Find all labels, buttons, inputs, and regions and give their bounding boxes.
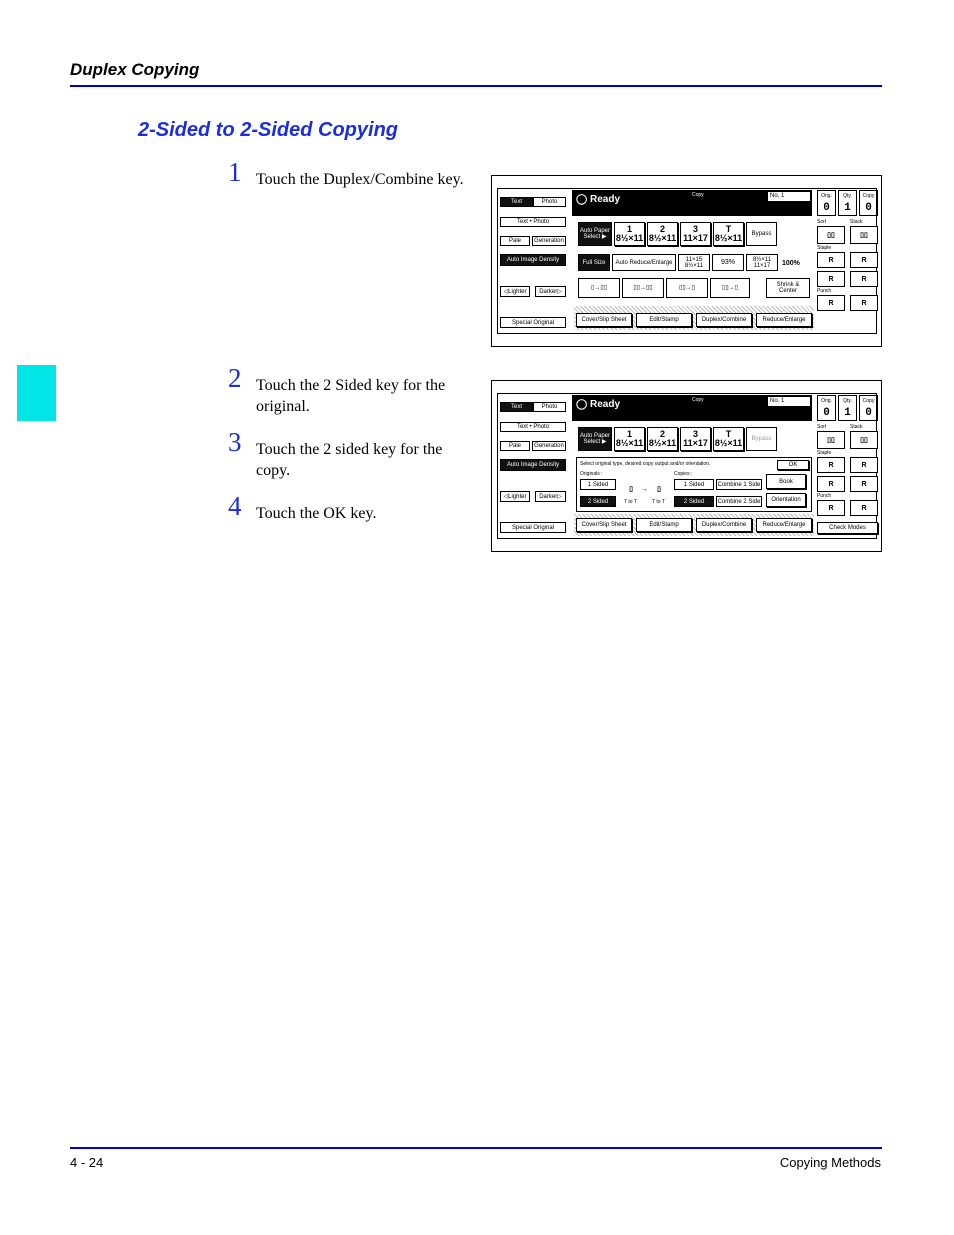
page-number: 4 - 24	[70, 1155, 104, 1170]
chapter-tab	[17, 365, 56, 421]
punch-label: Punch	[817, 493, 832, 499]
auto-paper-select-button[interactable]: Auto Paper Select ▶	[578, 427, 612, 451]
tray-1-button[interactable]: 1 8½×11	[614, 222, 645, 246]
ratio-preset-b[interactable]: 93%	[712, 254, 744, 271]
staple-label: Staple	[817, 245, 832, 251]
text-mode-button[interactable]: Text	[500, 402, 533, 412]
pale-button[interactable]: Pale	[500, 236, 530, 246]
combine-1-side-button[interactable]: Combine 1 Side	[716, 479, 762, 490]
staple-top-left-icon[interactable]: R	[817, 457, 845, 473]
dialog-instruction: Select original type, desired copy output and/or orientation.	[580, 461, 711, 467]
copy-1-sided-button[interactable]: 1 Sided	[674, 479, 714, 490]
status-bar	[572, 190, 812, 216]
status-bar	[572, 395, 812, 421]
stack-icon[interactable]: ▯▯	[850, 431, 878, 449]
status-text: ◯ Ready	[576, 194, 620, 205]
job-number: No. 1	[768, 397, 810, 406]
bypass-button[interactable]: Bypass	[746, 222, 777, 246]
duplex-1-to-2-icon[interactable]: ▯→▯▯	[578, 278, 620, 298]
special-original-button[interactable]: Special Original	[500, 522, 566, 533]
status-text: ◯ Ready	[576, 399, 620, 410]
sort-label: Sort	[817, 219, 827, 225]
ratio-preset-c[interactable]: 8½×11 11×17	[746, 254, 778, 271]
auto-paper-select-button[interactable]: Auto Paper Select ▶	[578, 222, 612, 246]
t-to-t-label-1: T to T	[624, 499, 637, 505]
copy-counter: Copy 0	[859, 395, 878, 421]
job-number: No. 1	[768, 192, 810, 201]
staple-double-icon[interactable]: R	[850, 476, 878, 492]
sort-icon[interactable]: ▯▯	[817, 431, 845, 449]
pale-button[interactable]: Pale	[500, 441, 530, 451]
orientation-icon-b: ▯	[653, 480, 665, 498]
staple-top-right-icon[interactable]: R	[850, 457, 878, 473]
edit-stamp-tab[interactable]: Edit/Stamp	[636, 518, 692, 532]
copies-label: Copies :	[674, 471, 693, 477]
darker-button[interactable]: Darker▷	[535, 491, 566, 502]
punch-icon[interactable]: R	[817, 500, 845, 516]
ok-button[interactable]: OK	[777, 460, 809, 470]
generation-button[interactable]: Generation	[532, 236, 566, 246]
lighter-button[interactable]: ◁Lighter	[500, 491, 530, 502]
step-number: 3	[228, 427, 242, 457]
step-text: Touch the Duplex/Combine key.	[256, 171, 464, 188]
originals-label: Originals :	[580, 471, 603, 477]
punch-icon[interactable]: R	[817, 295, 845, 311]
photo-mode-button[interactable]: Photo	[533, 197, 566, 207]
staple-label: Staple	[817, 450, 832, 456]
auto-image-density-button[interactable]: Auto Image Density	[500, 254, 566, 266]
staple-left-icon[interactable]: R	[817, 271, 845, 287]
book-button[interactable]: Book	[766, 474, 806, 489]
ratio-readout: 100%	[782, 260, 800, 267]
step-4	[228, 491, 478, 524]
duplex-dialog	[576, 457, 812, 512]
combine-2-side-button[interactable]: Combine 2 Side	[716, 496, 762, 507]
cover-slip-sheet-tab[interactable]: Cover/Slip Sheet	[576, 313, 632, 327]
tray-t-button[interactable]: T 8½×11	[713, 427, 744, 451]
bypass-button[interactable]: Bypass	[746, 427, 777, 451]
combine-2-icon[interactable]: ▯▯→▯	[710, 278, 750, 298]
orientation-icon-a: ▯	[625, 480, 637, 498]
footer-rule	[70, 1147, 882, 1149]
staple-top-right-icon[interactable]: R	[850, 252, 878, 268]
orig-counter: Orig. 0	[817, 190, 836, 216]
tray-2-button[interactable]: 2 8½×11	[647, 222, 678, 246]
step-text: Touch the 2 Sided key for the original.	[256, 377, 446, 415]
copier-panel-main	[491, 175, 882, 347]
sort-icon[interactable]: ▯▯	[817, 226, 845, 244]
reduce-enlarge-tab[interactable]: Reduce/Enlarge	[756, 518, 812, 532]
tray-1-button[interactable]: 1 8½×11	[614, 427, 645, 451]
edit-stamp-tab[interactable]: Edit/Stamp	[636, 313, 692, 327]
step-1	[228, 157, 478, 190]
ratio-preset-a[interactable]: 11×15 8½×11	[678, 254, 710, 271]
tray-3-button[interactable]: 3 11×17	[680, 222, 711, 246]
qty-counter: Qty. 1	[838, 395, 857, 421]
lighter-button[interactable]: ◁Lighter	[500, 286, 530, 297]
punch-2-icon[interactable]: R	[850, 500, 878, 516]
reduce-enlarge-tab[interactable]: Reduce/Enlarge	[756, 313, 812, 327]
step-text: Touch the OK key.	[256, 505, 377, 522]
punch-2-icon[interactable]: R	[850, 295, 878, 311]
header-rule	[70, 85, 882, 87]
punch-label: Punch	[817, 288, 832, 294]
running-header: Duplex Copying	[70, 60, 200, 79]
t-to-t-label-2: T to T	[652, 499, 665, 505]
tray-2-button[interactable]: 2 8½×11	[647, 427, 678, 451]
original-1-sided-button[interactable]: 1 Sided	[580, 479, 616, 490]
copy-label: Copy	[692, 192, 704, 198]
panel-frame	[497, 393, 877, 539]
chapter-name: Copying Methods	[779, 1155, 881, 1170]
cover-slip-sheet-tab[interactable]: Cover/Slip Sheet	[576, 518, 632, 532]
auto-reduce-enlarge-button[interactable]: Auto Reduce/Enlarge	[612, 254, 676, 271]
step-number: 4	[228, 491, 242, 521]
duplex-combine-tab[interactable]: Duplex/Combine	[696, 518, 752, 532]
panel-frame	[497, 188, 877, 334]
sort-label: Sort	[817, 424, 827, 430]
check-modes-button[interactable]: Check Modes	[817, 522, 878, 534]
qty-counter: Qty. 1	[838, 190, 857, 216]
orig-counter: Orig. 0	[817, 395, 836, 421]
arrow-icon: →	[641, 486, 648, 493]
tray-t-button[interactable]: T 8½×11	[713, 222, 744, 246]
step-2	[228, 363, 478, 417]
combine-icon[interactable]: ▯▯→▯	[666, 278, 708, 298]
generation-button[interactable]: Generation	[532, 441, 566, 451]
darker-button[interactable]: Darker▷	[535, 286, 566, 297]
tray-3-button[interactable]: 3 11×17	[680, 427, 711, 451]
photo-mode-button[interactable]: Photo	[533, 402, 566, 412]
stack-label: Stack	[850, 219, 863, 225]
step-3	[228, 427, 478, 481]
full-size-button[interactable]: Full Size	[578, 254, 610, 271]
duplex-combine-tab[interactable]: Duplex/Combine	[696, 313, 752, 327]
stack-label: Stack	[850, 424, 863, 430]
copy-2-sided-button[interactable]: 2 Sided	[674, 496, 714, 507]
step-number: 1	[228, 157, 242, 187]
staple-left-icon[interactable]: R	[817, 476, 845, 492]
stack-icon[interactable]: ▯▯	[850, 226, 878, 244]
step-text: Touch the 2 sided key for the copy.	[256, 441, 443, 479]
text-mode-button[interactable]: Text	[500, 197, 533, 207]
step-number: 2	[228, 363, 242, 393]
orientation-button[interactable]: Orientation	[766, 493, 806, 507]
duplex-2-to-2-icon[interactable]: ▯▯→▯▯	[622, 278, 664, 298]
copy-counter: Copy 0	[859, 190, 878, 216]
text-photo-button[interactable]: Text • Photo	[500, 217, 566, 227]
section-title: 2-Sided to 2-Sided Copying	[138, 119, 399, 141]
copier-panel-duplex	[491, 380, 882, 552]
shrink-center-button[interactable]: Shrink & Center	[766, 278, 810, 298]
staple-double-icon[interactable]: R	[850, 271, 878, 287]
original-2-sided-button[interactable]: 2 Sided	[580, 496, 616, 507]
text-photo-button[interactable]: Text • Photo	[500, 422, 566, 432]
staple-top-left-icon[interactable]: R	[817, 252, 845, 268]
copy-label: Copy	[692, 397, 704, 403]
special-original-button[interactable]: Special Original	[500, 317, 566, 328]
auto-image-density-button[interactable]: Auto Image Density	[500, 459, 566, 471]
